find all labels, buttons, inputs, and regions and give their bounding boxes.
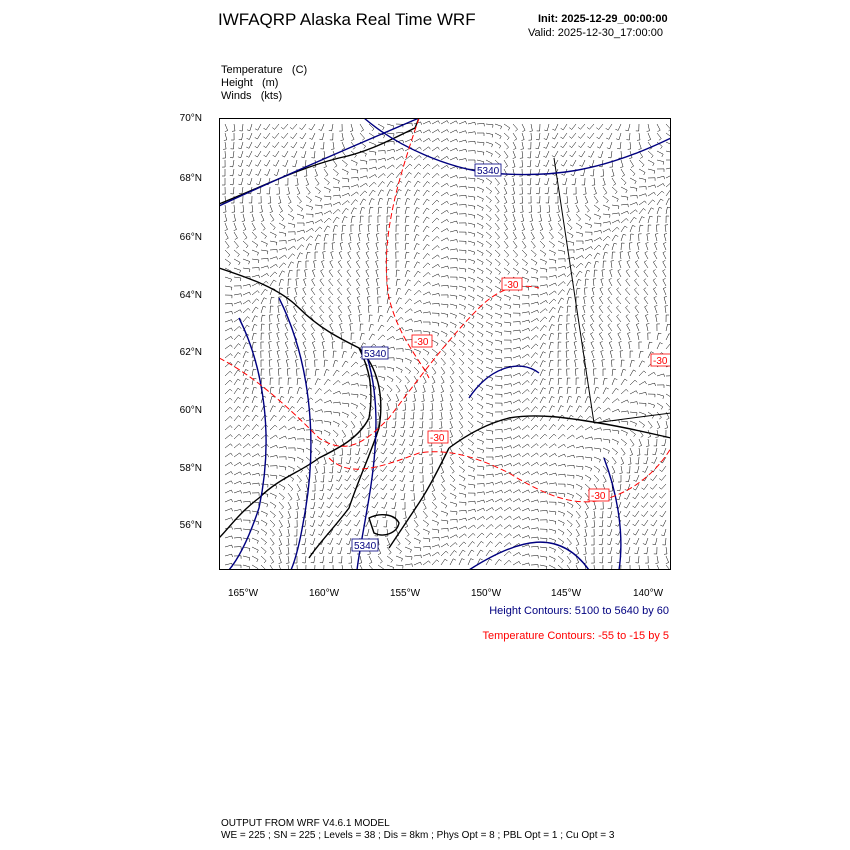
footer-config: WE = 225 ; SN = 225 ; Levels = 38 ; Dis = 8km ; Phys Opt = 8 ; PBL Opt = 1 ; Cu Opt = 3: [221, 830, 615, 841]
temperature-label: -30: [504, 280, 519, 291]
height-labels: [352, 164, 501, 552]
lat-label-64: 64°N: [179, 290, 202, 301]
field-temperature: Temperature (C): [221, 64, 308, 76]
lon-label-160: 160°W: [308, 588, 340, 599]
valid-time: Valid: 2025-12-30_17:00:00: [528, 27, 663, 39]
coastline-kodiak: [369, 515, 399, 535]
footer-model: OUTPUT FROM WRF V4.6.1 MODEL: [221, 818, 390, 829]
lon-label-165: 165°W: [227, 588, 259, 599]
lat-label-56: 56°N: [179, 520, 202, 531]
height-label: 5340: [354, 541, 377, 552]
wrf-map: [219, 118, 671, 570]
axis-ticks: [219, 119, 648, 570]
lon-label-140: 140°W: [632, 588, 664, 599]
height-label: 5340: [477, 166, 500, 177]
map-title: IWFAQRP Alaska Real Time WRF: [218, 10, 476, 29]
lat-label-60: 60°N: [179, 405, 202, 416]
lon-label-150: 150°W: [470, 588, 502, 599]
lat-label-58: 58°N: [179, 463, 202, 474]
temperature-label: -30: [591, 491, 606, 502]
temperature-label: -30: [430, 433, 445, 444]
field-height: Height (m): [221, 77, 279, 89]
field-winds: Winds (kts): [221, 90, 283, 102]
bc-border: [594, 413, 671, 423]
coastline-west: [219, 268, 371, 538]
init-time: Init: 2025-12-29_00:00:00: [538, 13, 668, 25]
wind-barb-field: [222, 121, 671, 570]
temperature-contour-legend: Temperature Contours: -55 to -15 by 5: [482, 630, 669, 642]
lat-label-62: 62°N: [179, 347, 202, 358]
temperature-label: -30: [414, 337, 429, 348]
wind-barbs: [222, 121, 671, 570]
lat-label-66: 66°N: [179, 232, 202, 243]
lat-label-70: 70°N: [179, 113, 202, 124]
height-contour-legend: Height Contours: 5100 to 5640 by 60: [489, 605, 669, 617]
temperature-label: -30: [653, 356, 668, 367]
coastline-south: [449, 416, 671, 448]
lat-label-68: 68°N: [179, 173, 202, 184]
lon-label-155: 155°W: [389, 588, 421, 599]
lon-label-145: 145°W: [550, 588, 582, 599]
canada-border: [554, 158, 594, 423]
height-label: 5340: [364, 349, 387, 360]
